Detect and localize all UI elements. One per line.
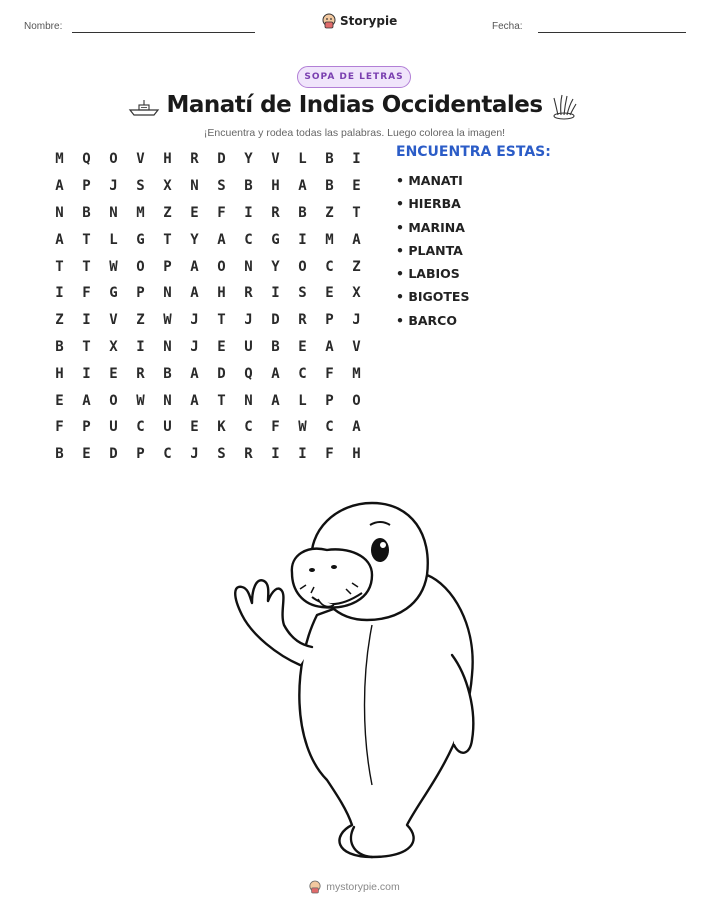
grid-letter[interactable]: J [190, 312, 199, 329]
word-list-item: • MARINA [396, 219, 465, 235]
grid-letter[interactable]: W [163, 312, 172, 329]
grid-letter[interactable]: I [352, 151, 361, 168]
grid-letter[interactable]: N [244, 258, 253, 275]
grid-letter[interactable]: P [163, 258, 172, 275]
grid-letter[interactable]: T [82, 258, 91, 275]
grid-letter[interactable]: I [82, 312, 91, 329]
grid-letter[interactable]: B [325, 178, 334, 195]
brand-name: Storypie [340, 14, 398, 28]
grid-letter[interactable]: F [55, 419, 64, 436]
grid-letter[interactable]: A [271, 365, 280, 382]
grid-letter[interactable]: Z [163, 204, 172, 221]
grid-row [46, 307, 370, 334]
grid-letter[interactable]: J [109, 178, 118, 195]
grid-letter[interactable]: A [271, 392, 280, 409]
name-label: Nombre: [24, 21, 63, 32]
grid-letter[interactable]: I [55, 285, 64, 302]
grid-letter[interactable]: R [244, 285, 253, 302]
grid-letter[interactable]: Z [352, 258, 361, 275]
grid-letter[interactable]: Y [190, 231, 199, 248]
grid-row [46, 334, 370, 361]
grid-letter[interactable]: P [325, 312, 334, 329]
grid-letter[interactable]: J [352, 312, 361, 329]
grid-letter[interactable]: E [298, 338, 307, 355]
word-list-item: • LABIOS [396, 266, 460, 282]
grid-letter[interactable]: C [136, 419, 145, 436]
grid-letter[interactable]: Z [325, 204, 334, 221]
grid-row [46, 280, 370, 307]
grid-letter[interactable]: N [55, 204, 64, 221]
page-title: Manatí de Indias Occidentales [166, 92, 543, 118]
grid-letter[interactable]: A [55, 231, 64, 248]
grid-letter[interactable]: X [352, 285, 361, 302]
grid-letter[interactable]: U [109, 419, 118, 436]
grid-letter[interactable]: M [352, 365, 361, 382]
grid-letter[interactable]: J [190, 446, 199, 463]
grid-row [46, 387, 370, 414]
grid-letter[interactable]: E [325, 285, 334, 302]
grid-row [46, 414, 370, 441]
grid-letter[interactable]: Z [136, 312, 145, 329]
date-label: Fecha: [492, 21, 523, 32]
grid-letter[interactable]: F [217, 204, 226, 221]
date-field-line[interactable] [538, 32, 686, 33]
puzzle-type-badge: SOPA DE LETRAS [297, 66, 411, 88]
grid-letter[interactable]: F [325, 446, 334, 463]
grid-letter[interactable]: A [352, 231, 361, 248]
grid-letter[interactable]: E [352, 178, 361, 195]
grid-letter[interactable]: A [190, 285, 199, 302]
grid-letter[interactable]: E [82, 446, 91, 463]
grid-letter[interactable]: Q [82, 151, 91, 168]
grid-letter[interactable]: P [82, 178, 91, 195]
grid-letter[interactable]: W [109, 258, 118, 275]
grid-letter[interactable]: G [136, 231, 145, 248]
grid-letter[interactable]: A [190, 365, 199, 382]
grid-letter[interactable]: C [298, 365, 307, 382]
word-search-grid[interactable] [46, 146, 370, 468]
grid-letter[interactable]: H [352, 446, 361, 463]
grid-letter[interactable]: U [244, 338, 253, 355]
grid-letter[interactable]: Q [244, 365, 253, 382]
grid-letter[interactable]: B [325, 151, 334, 168]
grid-letter[interactable]: I [136, 338, 145, 355]
seagrass-icon [550, 92, 578, 120]
grid-row [46, 173, 370, 200]
grid-letter[interactable]: V [352, 338, 361, 355]
grid-letter[interactable]: H [163, 151, 172, 168]
word-list-item: • HIERBA [396, 196, 461, 212]
grid-letter[interactable]: O [109, 392, 118, 409]
grid-letter[interactable]: B [55, 446, 64, 463]
grid-letter[interactable]: P [136, 285, 145, 302]
grid-letter[interactable]: A [55, 178, 64, 195]
grid-letter[interactable]: O [217, 258, 226, 275]
grid-letter[interactable]: T [217, 312, 226, 329]
grid-letter[interactable]: V [109, 312, 118, 329]
grid-letter[interactable]: C [244, 419, 253, 436]
grid-letter[interactable]: B [82, 204, 91, 221]
grid-letter[interactable]: M [55, 151, 64, 168]
grid-row [46, 441, 370, 468]
grid-letter[interactable]: L [109, 231, 118, 248]
grid-letter[interactable]: E [190, 419, 199, 436]
grid-letter[interactable]: H [217, 285, 226, 302]
grid-letter[interactable]: J [244, 312, 253, 329]
grid-letter[interactable]: A [217, 231, 226, 248]
grid-letter[interactable]: P [82, 419, 91, 436]
word-list-item: • BIGOTES [396, 289, 470, 305]
name-field-line[interactable] [72, 32, 255, 33]
grid-letter[interactable]: N [163, 338, 172, 355]
grid-letter[interactable]: S [217, 446, 226, 463]
grid-letter[interactable]: V [271, 151, 280, 168]
grid-letter[interactable]: I [244, 204, 253, 221]
grid-letter[interactable]: F [82, 285, 91, 302]
grid-letter[interactable]: N [109, 204, 118, 221]
grid-letter[interactable]: I [271, 285, 280, 302]
brand-logo [322, 13, 397, 29]
instructions: ¡Encuentra y rodea todas las palabras. Luego colorea la imagen! [203, 127, 506, 139]
grid-letter[interactable]: P [325, 392, 334, 409]
grid-letter[interactable]: W [136, 392, 145, 409]
grid-letter[interactable]: Y [271, 258, 280, 275]
grid-letter[interactable]: B [271, 338, 280, 355]
grid-letter[interactable]: R [136, 365, 145, 382]
grid-letter[interactable]: H [271, 178, 280, 195]
grid-letter[interactable]: A [82, 392, 91, 409]
grid-letter[interactable]: R [271, 204, 280, 221]
grid-letter[interactable]: Z [55, 312, 64, 329]
storypie-logo-icon [309, 880, 321, 894]
footer-url[interactable]: mystorypie.com [326, 881, 400, 893]
grid-letter[interactable]: N [163, 285, 172, 302]
grid-letter[interactable]: O [298, 258, 307, 275]
grid-letter[interactable]: E [109, 365, 118, 382]
grid-letter[interactable]: D [109, 446, 118, 463]
grid-letter[interactable]: N [163, 392, 172, 409]
grid-letter[interactable]: V [136, 151, 145, 168]
grid-letter[interactable]: B [298, 204, 307, 221]
grid-row [46, 360, 370, 387]
grid-letter[interactable]: C [244, 231, 253, 248]
grid-letter[interactable]: A [325, 338, 334, 355]
grid-letter[interactable]: P [136, 446, 145, 463]
grid-letter[interactable]: I [82, 365, 91, 382]
grid-letter[interactable]: T [352, 204, 361, 221]
grid-letter[interactable]: L [298, 151, 307, 168]
grid-letter[interactable]: M [325, 231, 334, 248]
grid-letter[interactable]: R [244, 446, 253, 463]
grid-letter[interactable]: J [190, 338, 199, 355]
grid-row [46, 226, 370, 253]
grid-letter[interactable]: F [271, 419, 280, 436]
grid-letter[interactable]: D [217, 151, 226, 168]
word-list [396, 171, 469, 334]
grid-letter[interactable]: N [244, 392, 253, 409]
grid-letter[interactable]: G [109, 285, 118, 302]
grid-letter[interactable]: B [55, 338, 64, 355]
grid-letter[interactable]: T [163, 231, 172, 248]
grid-letter[interactable]: C [325, 419, 334, 436]
grid-letter[interactable]: R [190, 151, 199, 168]
grid-letter[interactable]: C [163, 446, 172, 463]
word-list-item: • PLANTA [396, 242, 463, 258]
grid-letter[interactable]: T [82, 231, 91, 248]
grid-letter[interactable]: Y [244, 151, 253, 168]
grid-letter[interactable]: T [55, 258, 64, 275]
grid-letter[interactable]: E [190, 204, 199, 221]
grid-row [46, 253, 370, 280]
storypie-logo-icon [322, 13, 336, 29]
grid-letter[interactable]: L [298, 392, 307, 409]
grid-letter[interactable]: A [190, 392, 199, 409]
grid-letter[interactable]: B [244, 178, 253, 195]
grid-letter[interactable]: S [298, 285, 307, 302]
grid-letter[interactable]: D [271, 312, 280, 329]
footer [0, 880, 709, 894]
grid-row [46, 146, 370, 173]
grid-letter[interactable]: E [55, 392, 64, 409]
grid-letter[interactable]: I [298, 231, 307, 248]
grid-letter[interactable]: O [109, 151, 118, 168]
grid-letter[interactable]: O [136, 258, 145, 275]
grid-letter[interactable]: M [136, 204, 145, 221]
grid-letter[interactable]: T [82, 338, 91, 355]
grid-letter[interactable]: S [136, 178, 145, 195]
grid-letter[interactable]: I [271, 446, 280, 463]
grid-letter[interactable]: T [217, 392, 226, 409]
grid-letter[interactable]: A [298, 178, 307, 195]
grid-letter[interactable]: X [109, 338, 118, 355]
manatee-coloring-illustration [222, 495, 492, 865]
grid-letter[interactable]: U [163, 419, 172, 436]
grid-letter[interactable]: A [352, 419, 361, 436]
grid-letter[interactable]: S [217, 178, 226, 195]
grid-letter[interactable]: D [217, 365, 226, 382]
grid-letter[interactable]: N [190, 178, 199, 195]
grid-letter[interactable]: K [217, 419, 226, 436]
grid-letter[interactable]: C [325, 258, 334, 275]
word-list-item: • MANATI [396, 173, 463, 188]
grid-row [46, 200, 370, 227]
grid-letter[interactable]: F [325, 365, 334, 382]
grid-letter[interactable]: B [163, 365, 172, 382]
grid-letter[interactable]: E [217, 338, 226, 355]
grid-letter[interactable]: H [55, 365, 64, 382]
word-list-title: ENCUENTRA ESTAS: [396, 144, 551, 160]
grid-letter[interactable]: O [352, 392, 361, 409]
grid-letter[interactable]: G [271, 231, 280, 248]
grid-letter[interactable]: W [298, 419, 307, 436]
grid-letter[interactable]: X [163, 178, 172, 195]
grid-letter[interactable]: A [190, 258, 199, 275]
grid-letter[interactable]: I [298, 446, 307, 463]
grid-letter[interactable]: R [298, 312, 307, 329]
word-list-item: • BARCO [396, 312, 457, 328]
